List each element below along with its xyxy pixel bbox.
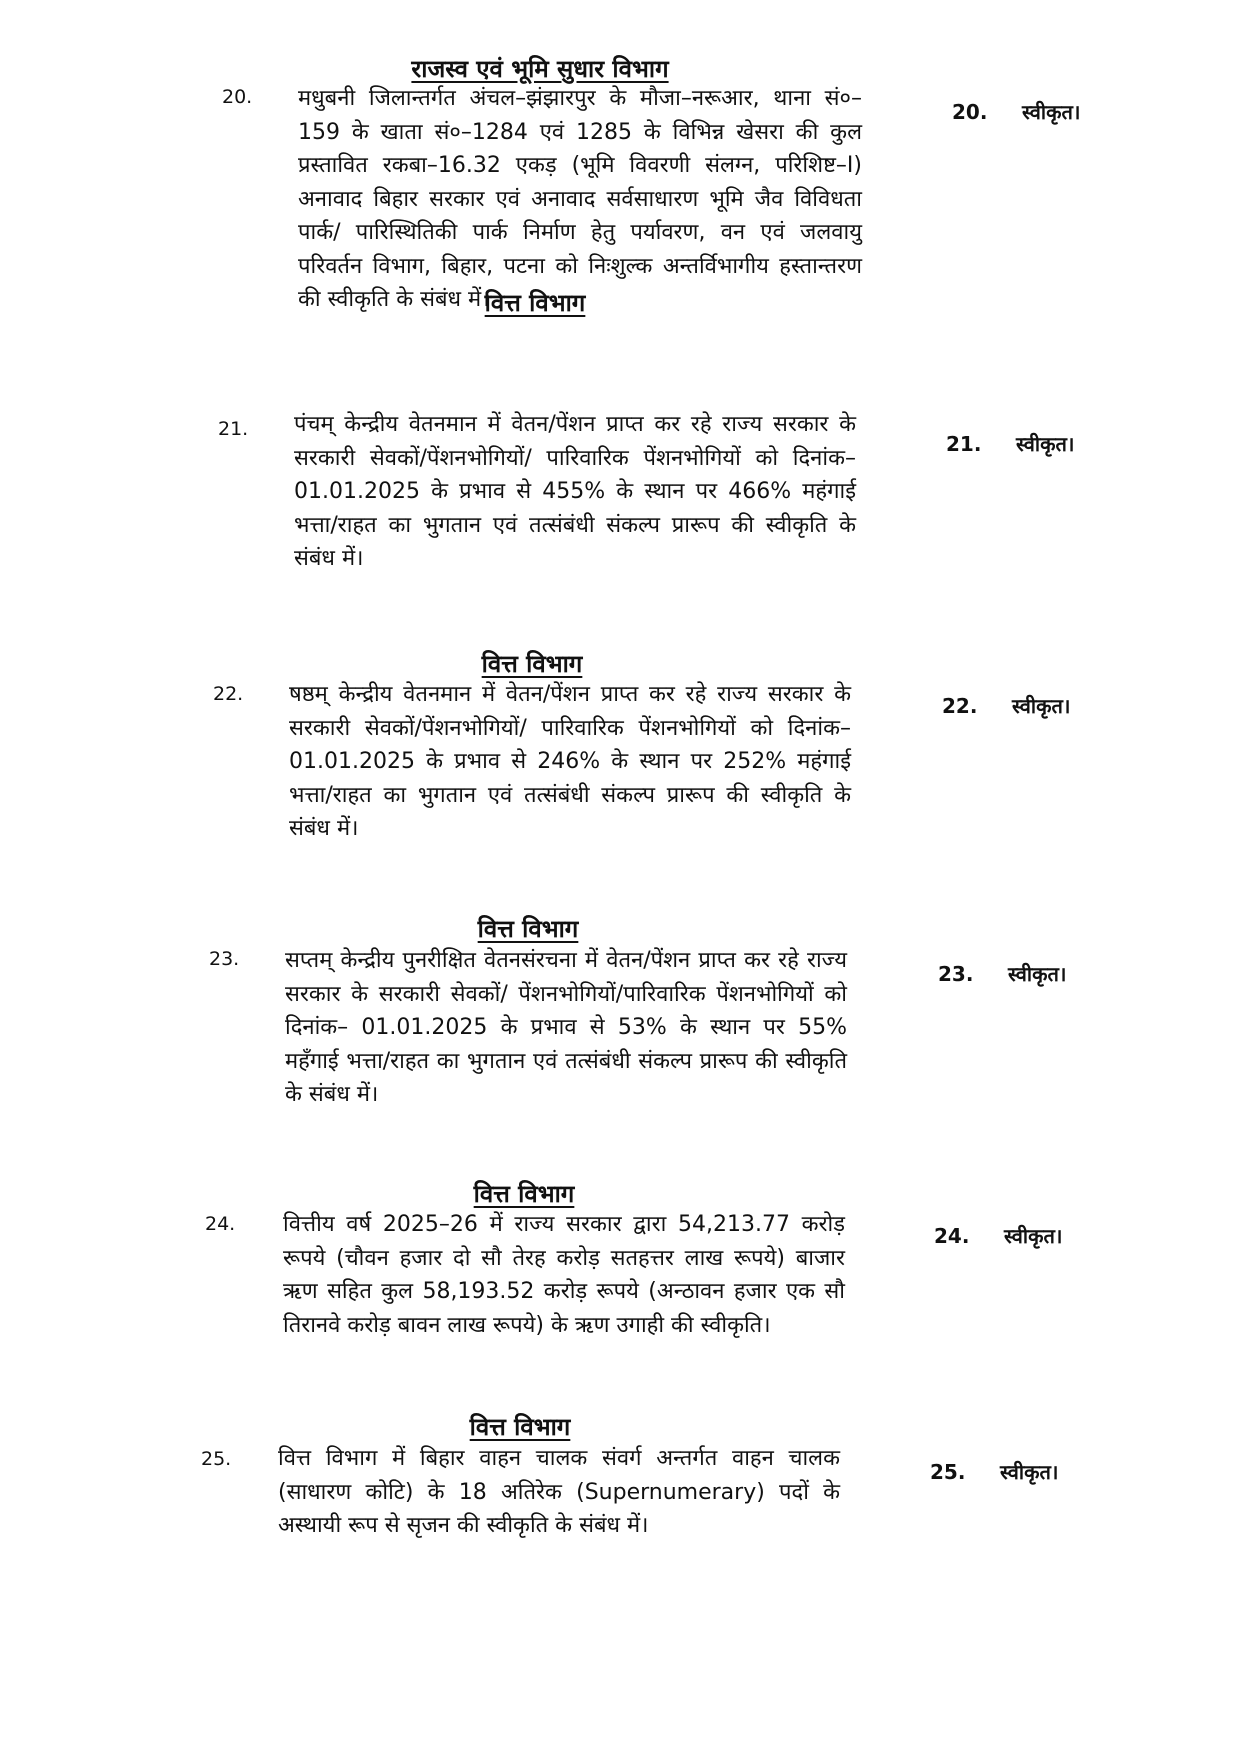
item-description: पंचम् केन्द्रीय वेतनमान में वेतन/पेंशन प्राप्त कर रहे राज्य सरकार के सरकारी सेवकों/पेंशनभोगियों/ पारिवारिक पेंशनभोगियों को दिनांक–01.01.2025 के प्रभाव से 455% के स्थान पर 466% महंगाई भत्ता/राहत का भुगतान एवं तत्संबंधी संकल्प प्रारूप की स्वीकृति के संबंध में।	[294, 412, 856, 571]
department-heading: वित्त विभाग	[473, 1180, 575, 1208]
decision-label: स्वीकृत।	[1012, 694, 1071, 718]
item-number: 23.	[209, 948, 240, 970]
department-heading: वित्त विभाग	[484, 289, 586, 317]
decision-status	[934, 1222, 1062, 1249]
decision-status	[930, 1458, 1058, 1485]
department-heading: राजस्व एवं भूमि सुधार विभाग	[411, 55, 669, 83]
decision-label: स्वीकृत।	[1004, 1224, 1063, 1248]
item-description: मधुबनी जिलान्तर्गत अंचल–झंझारपुर के मौजा–नरूआर, थाना सं०–159 के खाता सं०–1284 एवं 1285 के विभिन्न खेसरा की कुल प्रस्तावित रकबा–16.32 एकड़ (भूमि विवरणी संलग्न, परिशिष्ट–I) अनावाद बिहार सरकार एवं अनावाद सर्वसाधारण भूमि जैव विविधता पार्क/ पारिस्थितिकी पार्क निर्माण हेतु पर्यावरण, वन एवं जलवायु परिवर्तन विभाग, बिहार, पटना को निःशुल्क अन्तर्विभागीय हस्तान्तरण की स्वीकृति के संबंध में।	[298, 86, 862, 312]
decision-number: 22.	[942, 694, 978, 718]
item-description: वित्त विभाग में बिहार वाहन चालक संवर्ग अन्तर्गत वाहन चालक (साधारण कोटि) के 18 अतिरेक (Supernumerary) पदों के अस्थायी रूप से सृजन की स्वीकृति के संबंध में।	[278, 1446, 840, 1538]
decision-number: 21.	[946, 432, 982, 456]
decision-number: 25.	[930, 1460, 966, 1484]
department-heading: वित्त विभाग	[477, 915, 579, 943]
item-description: वित्तीय वर्ष 2025–26 में राज्य सरकार द्वारा 54,213.77 करोड़ रूपये (चौवन हजार दो सौ तेरह करोड़ सतहत्तर लाख रूपये) बाजार ऋण सहित कुल 58,193.52 करोड़ रूपये (अन्ठावन हजार एक सौ तिरानवे करोड़ बावन लाख रूपये) के ऋण उगाही की स्वीकृति।	[283, 1212, 845, 1338]
item-number: 20.	[222, 86, 253, 108]
item-number: 24.	[205, 1213, 236, 1235]
decision-status	[946, 430, 1074, 457]
decision-status	[952, 98, 1080, 125]
decision-status	[942, 692, 1070, 719]
decision-status	[938, 960, 1066, 987]
item-number: 22.	[213, 683, 244, 705]
decision-label: स्वीकृत।	[1022, 100, 1081, 124]
item-description: सप्तम् केन्द्रीय पुनरीक्षित वेतनसंरचना में वेतन/पेंशन प्राप्त कर रहे राज्य सरकार के सरकारी सेवकों/ पेंशनभोगियों/पारिवारिक पेंशनभोगियों को दिनांक– 01.01.2025 के प्रभाव से 53% के स्थान पर 55% महँगाई भत्ता/राहत का भुगतान एवं तत्संबंधी संकल्प प्रारूप की स्वीकृति के संबंध में।	[285, 948, 847, 1107]
decision-number: 24.	[934, 1224, 970, 1248]
decision-number: 20.	[952, 100, 988, 124]
item-number: 21.	[218, 418, 249, 440]
department-heading: वित्त विभाग	[469, 1413, 571, 1441]
item-description: षष्ठम् केन्द्रीय वेतनमान में वेतन/पेंशन प्राप्त कर रहे राज्य सरकार के सरकारी सेवकों/पेंशनभोगियों/ पारिवारिक पेंशनभोगियों को दिनांक–01.01.2025 के प्रभाव से 246% के स्थान पर 252% महंगाई भत्ता/राहत का भुगतान एवं तत्संबंधी संकल्प प्रारूप की स्वीकृति के संबंध में।	[289, 682, 851, 841]
decision-label: स्वीकृत।	[1016, 432, 1075, 456]
decision-number: 23.	[938, 962, 974, 986]
decision-label: स्वीकृत।	[1000, 1460, 1059, 1484]
decision-label: स्वीकृत।	[1008, 962, 1067, 986]
department-heading: वित्त विभाग	[481, 650, 583, 678]
item-number: 25.	[201, 1448, 232, 1470]
